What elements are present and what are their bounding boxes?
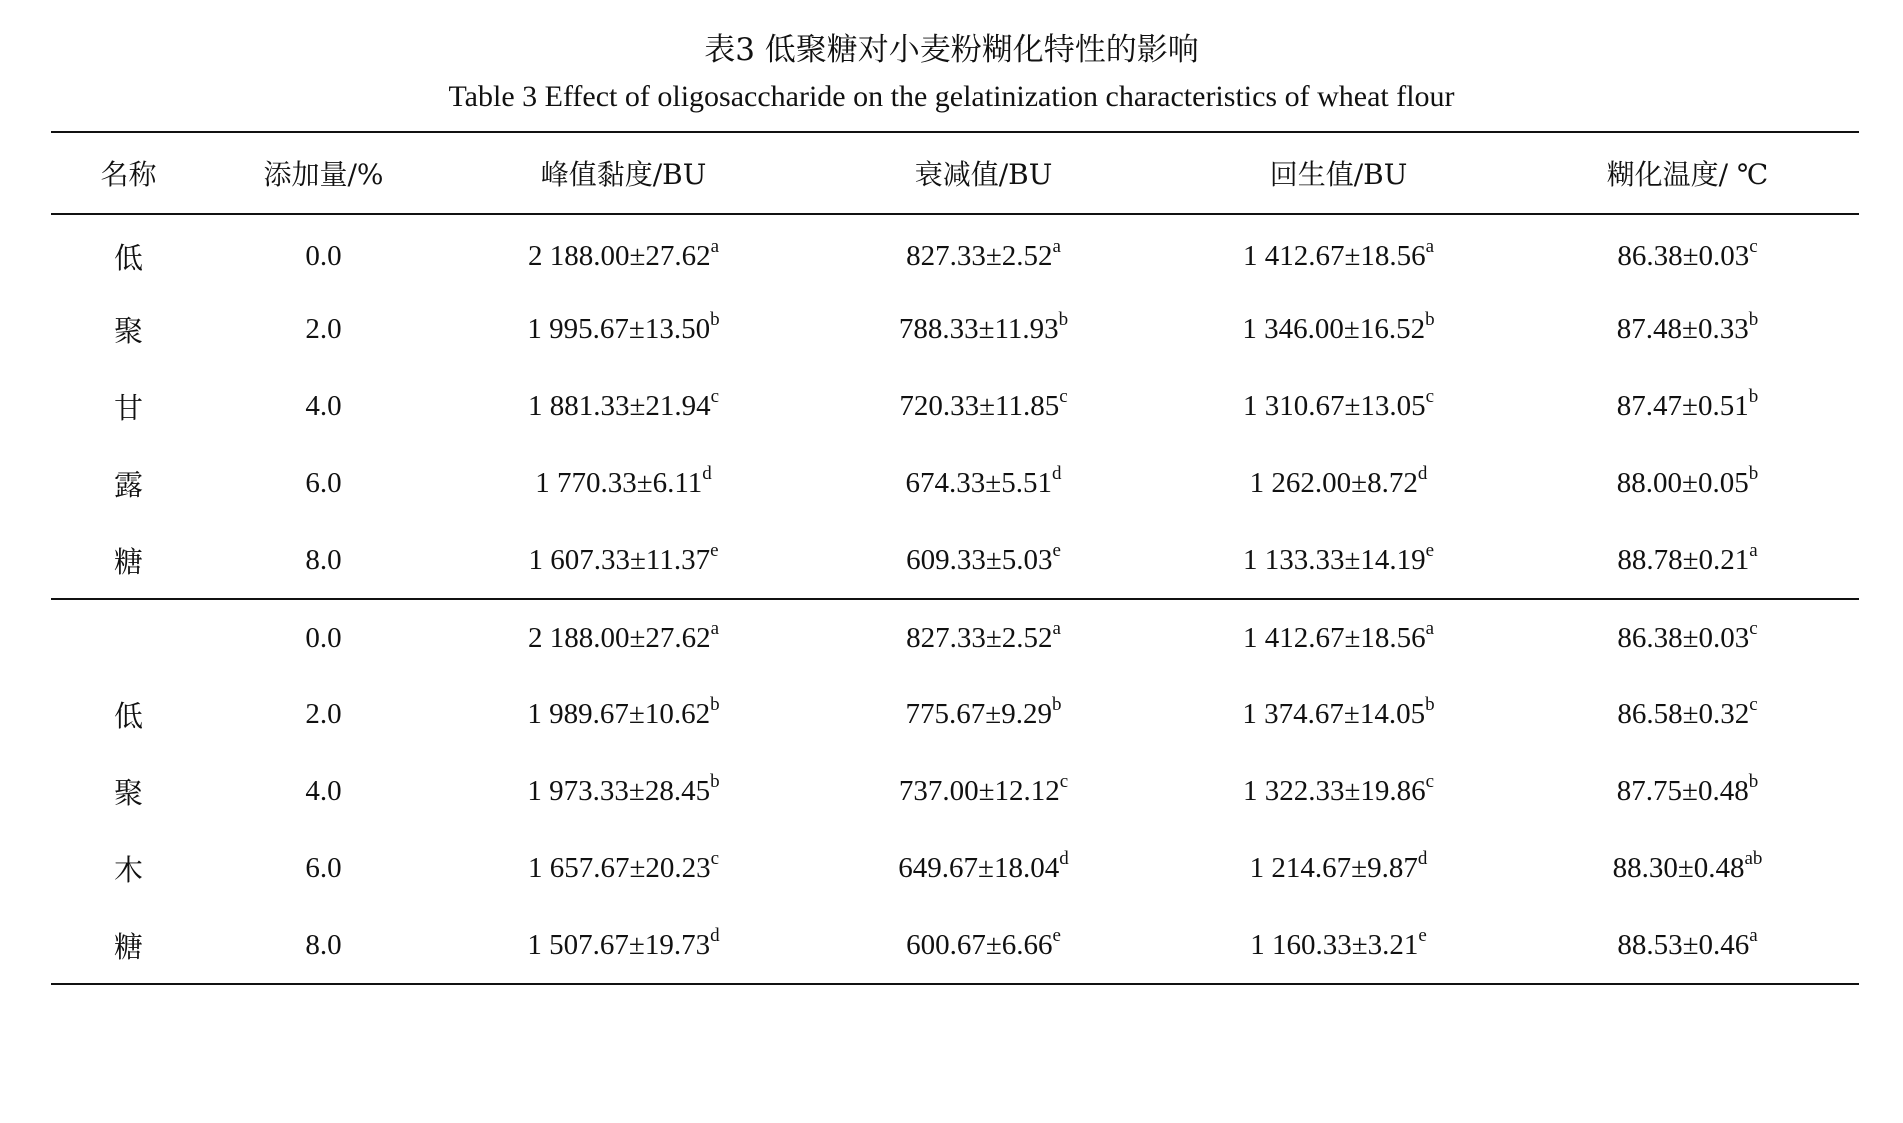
- cell-breakdown: [806, 753, 1161, 830]
- cell-name: [51, 830, 206, 907]
- cell-name-value: 聚: [113, 776, 143, 810]
- cell-peak-viscosity: [441, 830, 806, 907]
- significance-letter: a: [710, 617, 720, 639]
- table-group-mannan-oligosaccharide: [51, 214, 1859, 599]
- cell-peak-viscosity: [441, 753, 806, 830]
- cell-breakdown: [806, 830, 1161, 907]
- table-title-english: Table 3 Effect of oligosaccharide on the gelatinization characteristics of wheat flour: [448, 80, 1455, 113]
- significance-letter: c: [1749, 235, 1758, 257]
- cell-amount: [206, 522, 441, 599]
- significance-letter: c: [1749, 617, 1758, 639]
- significance-letter: d: [1417, 463, 1428, 485]
- header-row: [51, 132, 1859, 214]
- cell-name-value: 甘: [113, 391, 143, 425]
- cell-name-value: 露: [113, 468, 143, 502]
- significance-letter: d: [702, 463, 712, 485]
- table-title-chinese: 表3 低聚糖对小麦粉糊化特性的影响: [704, 32, 1199, 68]
- cell-breakdown-value: 674.33±5.51: [905, 467, 1052, 499]
- cell-gelatinization-temp: [1516, 522, 1859, 599]
- cell-breakdown: [806, 368, 1161, 445]
- cell-name-value: 低: [113, 699, 143, 733]
- significance-letter: b: [710, 694, 720, 716]
- significance-letter: e: [1052, 539, 1061, 561]
- cell-amount-value: 4.0: [305, 390, 342, 422]
- cell-gelatinization-temp-value: 88.78±0.21: [1617, 543, 1750, 576]
- cell-peak-viscosity-value: 1 995.67±13.50: [527, 313, 711, 345]
- table-row: [51, 830, 1859, 907]
- significance-letter: b: [1425, 309, 1435, 331]
- significance-letter: d: [1417, 848, 1428, 870]
- cell-amount: [206, 907, 441, 984]
- header-setback: 回生值/BU: [1269, 158, 1408, 191]
- cell-setback-value: 1 322.33±19.86: [1242, 775, 1426, 807]
- table-row: [51, 522, 1859, 599]
- cell-amount: [206, 445, 441, 522]
- cell-name: [51, 676, 206, 753]
- cell-gelatinization-temp-value: 88.00±0.05: [1616, 467, 1749, 499]
- significance-letter: a: [1425, 617, 1435, 639]
- cell-setback: [1161, 522, 1516, 599]
- cell-setback-value: 1 310.67±13.05: [1242, 390, 1426, 422]
- cell-gelatinization-temp-value: 88.30±0.48: [1612, 852, 1745, 884]
- table-group-xylo-oligosaccharide: [51, 599, 1859, 984]
- table-row: [51, 599, 1859, 676]
- cell-name: [51, 445, 206, 522]
- significance-letter: b: [1425, 694, 1435, 716]
- cell-amount-value: 0.0: [305, 239, 342, 272]
- cell-name: [51, 291, 206, 368]
- cell-peak-viscosity-value: 2 188.00±27.62: [527, 239, 711, 272]
- cell-peak-viscosity: [441, 907, 806, 984]
- cell-gelatinization-temp: [1516, 753, 1859, 830]
- cell-setback-value: 1 214.67±9.87: [1249, 852, 1418, 884]
- cell-name-value: 糖: [113, 544, 143, 579]
- cell-peak-viscosity-value: 1 607.33±11.37: [528, 543, 711, 576]
- cell-peak-viscosity-value: 1 989.67±10.62: [527, 698, 711, 730]
- cell-name: [51, 522, 206, 599]
- cell-setback: [1161, 599, 1516, 676]
- cell-breakdown-value: 720.33±11.85: [899, 390, 1060, 422]
- cell-breakdown: [806, 214, 1161, 291]
- cell-breakdown-value: 737.00±12.12: [898, 775, 1060, 807]
- significance-letter: b: [1051, 694, 1062, 716]
- cell-gelatinization-temp: [1516, 368, 1859, 445]
- significance-letter: e: [1418, 924, 1427, 946]
- cell-setback: [1161, 214, 1516, 291]
- significance-letter: a: [1052, 617, 1061, 639]
- cell-peak-viscosity: [441, 214, 806, 291]
- significance-letter: a: [1425, 235, 1435, 257]
- significance-letter: a: [710, 235, 720, 257]
- cell-setback-value: 1 262.00±8.72: [1249, 467, 1418, 499]
- significance-letter: b: [1748, 309, 1759, 331]
- significance-letter: a: [1749, 539, 1758, 561]
- cell-setback-value: 1 160.33±3.21: [1250, 928, 1419, 961]
- cell-setback: [1161, 445, 1516, 522]
- header-amount: 添加量/%: [263, 158, 384, 191]
- cell-amount-value: 2.0: [305, 698, 342, 730]
- cell-gelatinization-temp: [1516, 214, 1859, 291]
- header-breakdown: 衰减值/BU: [914, 158, 1053, 191]
- cell-setback: [1161, 368, 1516, 445]
- cell-peak-viscosity-value: 1 973.33±28.45: [527, 775, 711, 807]
- header-name: 名称: [100, 158, 157, 191]
- cell-gelatinization-temp-value: 87.75±0.48: [1616, 775, 1749, 807]
- cell-gelatinization-temp-value: 87.48±0.33: [1616, 313, 1749, 345]
- cell-peak-viscosity: [441, 599, 806, 676]
- cell-peak-viscosity: [441, 445, 806, 522]
- cell-amount-value: 0.0: [305, 621, 342, 654]
- significance-letter: a: [1052, 235, 1061, 257]
- cell-breakdown: [806, 676, 1161, 753]
- significance-letter: ab: [1744, 848, 1763, 870]
- significance-letter: b: [710, 309, 720, 331]
- cell-name-value: 低: [113, 240, 143, 275]
- cell-peak-viscosity: [441, 676, 806, 753]
- significance-letter: e: [1052, 924, 1061, 946]
- cell-gelatinization-temp-value: 87.47±0.51: [1616, 390, 1749, 422]
- cell-peak-viscosity-value: 1 507.67±19.73: [527, 928, 711, 961]
- table-row: [51, 676, 1859, 753]
- significance-letter: e: [1425, 539, 1435, 561]
- cell-amount: [206, 676, 441, 753]
- significance-letter: c: [1425, 771, 1435, 793]
- significance-letter: d: [710, 924, 720, 946]
- cell-amount-value: 8.0: [305, 543, 342, 576]
- cell-breakdown-value: 788.33±11.93: [898, 313, 1059, 345]
- cell-name: [51, 599, 206, 676]
- cell-name: [51, 214, 206, 291]
- cell-gelatinization-temp: [1516, 291, 1859, 368]
- significance-letter: c: [710, 386, 720, 408]
- header-peak-viscosity: 峰值黏度/BU: [540, 158, 707, 191]
- cell-peak-viscosity-value: 1 770.33±6.11: [535, 467, 703, 499]
- table-row: [51, 214, 1859, 291]
- cell-amount-value: 4.0: [305, 775, 342, 807]
- cell-setback-value: 1 346.00±16.52: [1242, 313, 1426, 345]
- significance-letter: e: [710, 539, 719, 561]
- header-gelatinization-temp: 糊化温度/ ℃: [1606, 158, 1769, 191]
- cell-gelatinization-temp-value: 86.38±0.03: [1617, 621, 1750, 654]
- significance-letter: c: [1059, 771, 1069, 793]
- cell-amount-value: 6.0: [305, 852, 342, 884]
- table-row: [51, 368, 1859, 445]
- cell-peak-viscosity: [441, 522, 806, 599]
- cell-peak-viscosity: [441, 291, 806, 368]
- cell-amount: [206, 753, 441, 830]
- cell-breakdown-value: 827.33±2.52: [906, 239, 1053, 272]
- cell-setback-value: 1 412.67±18.56: [1242, 239, 1426, 272]
- significance-letter: b: [1748, 463, 1759, 485]
- cell-gelatinization-temp-value: 86.38±0.03: [1617, 239, 1750, 272]
- cell-breakdown-value: 775.67±9.29: [905, 698, 1052, 730]
- cell-gelatinization-temp: [1516, 907, 1859, 984]
- cell-breakdown: [806, 599, 1161, 676]
- cell-name-value: 聚: [113, 314, 143, 348]
- cell-name-value: 糖: [113, 929, 143, 964]
- significance-letter: b: [710, 771, 720, 793]
- cell-setback: [1161, 830, 1516, 907]
- cell-name-value: 木: [113, 853, 143, 887]
- significance-letter: a: [1749, 924, 1758, 946]
- table-row: [51, 445, 1859, 522]
- significance-letter: b: [1058, 309, 1069, 331]
- results-table: [51, 131, 1859, 985]
- cell-breakdown: [806, 291, 1161, 368]
- significance-letter: d: [1051, 463, 1062, 485]
- table-row: [51, 753, 1859, 830]
- cell-amount: [206, 599, 441, 676]
- cell-breakdown: [806, 445, 1161, 522]
- cell-amount-value: 6.0: [305, 467, 342, 499]
- significance-letter: d: [1059, 848, 1069, 870]
- cell-setback-value: 1 374.67±14.05: [1242, 698, 1426, 730]
- cell-amount: [206, 830, 441, 907]
- significance-letter: b: [1748, 771, 1759, 793]
- cell-setback: [1161, 676, 1516, 753]
- cell-amount-value: 8.0: [305, 928, 342, 961]
- significance-letter: c: [710, 848, 720, 870]
- cell-setback: [1161, 907, 1516, 984]
- cell-breakdown: [806, 907, 1161, 984]
- cell-breakdown-value: 827.33±2.52: [906, 621, 1053, 654]
- cell-breakdown-value: 609.33±5.03: [906, 543, 1053, 576]
- cell-breakdown-value: 600.67±6.66: [906, 928, 1053, 961]
- significance-letter: c: [1425, 386, 1435, 408]
- table-header: [51, 132, 1859, 214]
- cell-amount: [206, 368, 441, 445]
- cell-amount-value: 2.0: [305, 313, 342, 345]
- cell-setback-value: 1 133.33±14.19: [1242, 543, 1426, 576]
- cell-amount: [206, 214, 441, 291]
- cell-peak-viscosity-value: 2 188.00±27.62: [527, 621, 711, 654]
- table-row: [51, 907, 1859, 984]
- cell-peak-viscosity-value: 1 881.33±21.94: [527, 390, 711, 422]
- cell-setback: [1161, 291, 1516, 368]
- cell-breakdown-value: 649.67±18.04: [898, 852, 1060, 884]
- significance-letter: c: [1749, 694, 1758, 716]
- cell-setback-value: 1 412.67±18.56: [1242, 621, 1426, 654]
- cell-peak-viscosity: [441, 368, 806, 445]
- significance-letter: c: [1059, 386, 1068, 408]
- cell-gelatinization-temp-value: 88.53±0.46: [1617, 928, 1750, 961]
- significance-letter: b: [1748, 386, 1759, 408]
- cell-name: [51, 368, 206, 445]
- cell-name: [51, 753, 206, 830]
- cell-amount: [206, 291, 441, 368]
- cell-gelatinization-temp: [1516, 445, 1859, 522]
- cell-gelatinization-temp: [1516, 830, 1859, 907]
- cell-gelatinization-temp: [1516, 676, 1859, 753]
- cell-peak-viscosity-value: 1 657.67±20.23: [527, 852, 711, 884]
- cell-setback: [1161, 753, 1516, 830]
- cell-gelatinization-temp-value: 86.58±0.32: [1617, 698, 1750, 730]
- cell-name: [51, 907, 206, 984]
- cell-breakdown: [806, 522, 1161, 599]
- table-row: [51, 291, 1859, 368]
- cell-gelatinization-temp: [1516, 599, 1859, 676]
